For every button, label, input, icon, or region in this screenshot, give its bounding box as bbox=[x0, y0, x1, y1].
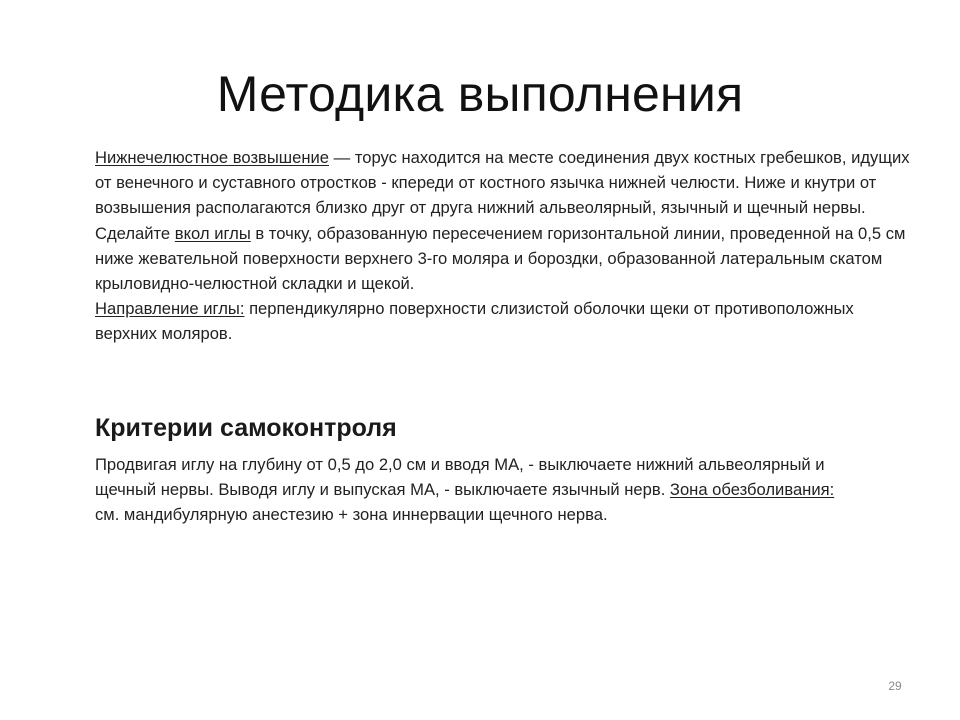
injection-text: в точку, образованную пересечением горизонтальной линии, проведенной на 0,5 см ниже жевательной поверхности верхнего 3-го моляра и бороздки, образованной латеральным скатом крыловидно-челюстной складки и щекой. bbox=[95, 223, 906, 294]
injection-paragraph bbox=[95, 221, 915, 297]
injection-term: вкол иглы bbox=[174, 223, 251, 243]
intro-text: — торус находится на месте соединения двух костных гребешков, идущих от венечного и суставного отростков - кпереди от костного язычка нижней челюсти. Ниже и кнутри от возвышения располагаются близко друг от друга нижний альвеолярный, язычный и щечный нервы. bbox=[95, 148, 910, 218]
criteria-heading: Критерии самоконтроля bbox=[95, 414, 397, 442]
criteria-text: Продвигая иглу на глубину от 0,5 до 2,0 см и вводя МА, - выключаете нижний альвеолярный и щечный нервы. Выводя иглу и выпуская МА, - выключаете язычный нерв. bbox=[95, 455, 825, 500]
slide-body bbox=[95, 145, 915, 347]
direction-text: перпендикулярно поверхности слизистой оболочки щеки от противоположных верхних моляров. bbox=[95, 299, 854, 344]
intro-term: Нижнечелюстное возвышение bbox=[95, 148, 329, 167]
injection-prefix: Сделайте bbox=[95, 223, 175, 243]
direction-paragraph bbox=[95, 296, 915, 346]
criteria-term: Зона обезболивания: bbox=[669, 480, 835, 500]
criteria-paragraph bbox=[95, 452, 835, 528]
criteria-body bbox=[95, 452, 835, 528]
direction-term: Направление иглы: bbox=[95, 299, 245, 319]
page-number: 29 bbox=[888, 679, 902, 693]
criteria-tail: см. мандибулярную анестезию + зона иннервации щечного нерва. bbox=[95, 505, 608, 525]
intro-paragraph bbox=[95, 145, 915, 221]
slide-title: Методика выполнения bbox=[216, 66, 744, 122]
